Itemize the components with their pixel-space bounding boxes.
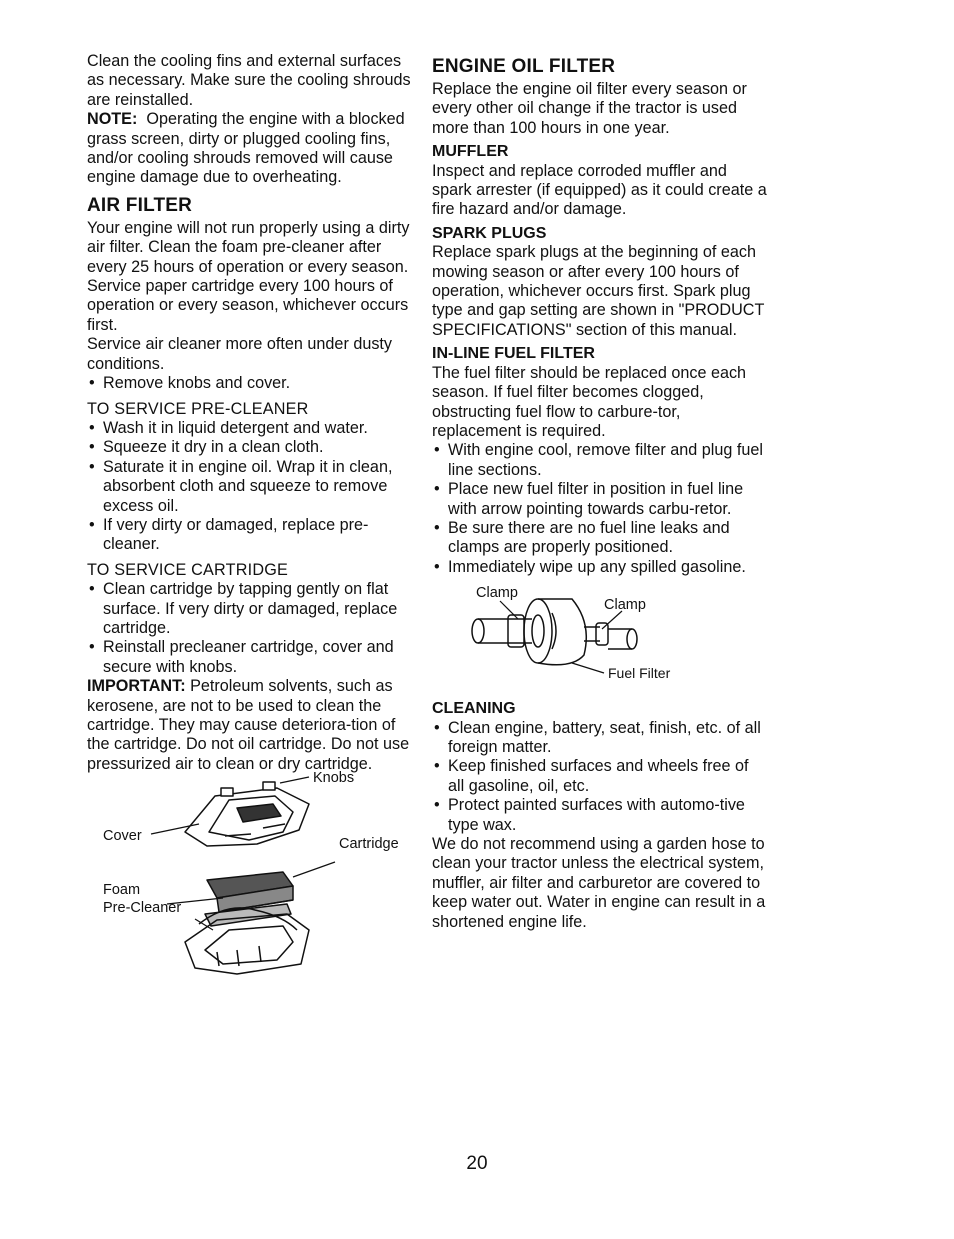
cover-label: Cover <box>103 828 142 845</box>
list-item: • Immediately wipe up any spilled gasoline. <box>432 558 767 577</box>
pre-cleaner-heading: TO SERVICE PRE-CLEANER <box>87 399 309 418</box>
list-item: • With engine cool, remove filter and plug fuel line sections. <box>432 441 767 480</box>
cooling-intro: Clean the cooling fins and external surfaces as necessary. Make sure the cooling shrouds are reinstalled. <box>87 52 411 109</box>
knobs-label: Knobs <box>313 770 355 787</box>
important-text: Petroleum solvents, such as kerosene, are not to be used to clean the cartridge. They may cause deteriora-tion of the cartridge. Do not oil cartridge. Do not use pressurized air to clean or dry cartridge. <box>87 677 410 773</box>
pre-cleaner-label: Pre-Cleaner <box>103 900 182 917</box>
list-item: • Be sure there are no fuel line leaks and clamps are properly positioned. <box>432 519 767 558</box>
page-number: 20 <box>466 1153 488 1174</box>
cartridge-list <box>87 580 420 677</box>
list-item: • Keep finished surfaces and wheels free of all gasoline, oil, etc. <box>432 757 767 796</box>
cartridge-label: Cartridge <box>339 836 399 853</box>
important-paragraph <box>87 677 420 774</box>
muffler-heading: MUFFLER <box>432 143 509 161</box>
cleaning-list <box>432 719 767 835</box>
spark-plugs-heading: SPARK PLUGS <box>432 224 547 242</box>
air-filter-list <box>87 374 420 393</box>
muffler-text: Inspect and replace corroded muffler and spark arrester (if equipped) as it could create a fire hazard and/or damage. <box>432 161 767 219</box>
air-filter-paragraph-1: Your engine will not run properly using a dirty air filter. Clean the foam pre-cleaner after every 25 hours of operation or every season. Service paper cartridge every 100 hours of operation or every season, whichever occurs first. <box>87 218 410 334</box>
air-filter-paragraph-2: Service air cleaner more often under dusty conditions. <box>87 335 393 373</box>
list-item: • Saturate it in engine oil. Wrap it in clean, absorbent cloth and squeeze to remove excess oil. <box>87 458 420 516</box>
engine-oil-filter-heading: ENGINE OIL FILTER <box>432 56 616 77</box>
fuel-filter-list <box>432 441 767 577</box>
left-column <box>87 52 420 989</box>
list-item: • Remove knobs and cover. <box>87 374 420 393</box>
list-item: • Squeeze it dry in a clean cloth. <box>87 438 420 457</box>
engine-oil-filter-text: Replace the engine oil filter every season or every other oil change if the tractor is used more than 100 hours in one year. <box>432 80 747 137</box>
right-column <box>432 52 767 932</box>
air-filter-heading: AIR FILTER <box>87 194 193 216</box>
fuel-filter-figure <box>432 583 767 695</box>
list-item: • Place new fuel filter in position in fuel line with arrow pointing towards carbu-retor. <box>432 480 767 519</box>
list-item: • If very dirty or damaged, replace pre-cleaner. <box>87 516 420 555</box>
note-label: NOTE: <box>87 110 138 129</box>
note-text: Operating the engine with a blocked grass screen, dirty or plugged cooling fins, and/or cooling shrouds removed will cause engine damage due to overheating. <box>87 110 405 187</box>
list-item: • Clean cartridge by tapping gently on flat surface. If very dirty or damaged, replace cartridge. <box>87 580 420 638</box>
important-label: IMPORTANT: <box>87 677 186 696</box>
spark-plugs-text: Replace spark plugs at the beginning of each mowing season or after every 100 hours of operation, whichever occurs first. Spark plug type and gap setting are shown in "PRODUCT SPECIFICATIONS" section of this manual. <box>432 243 765 339</box>
foam-label: Foam <box>103 882 141 899</box>
fuel-filter-text: The fuel filter should be replaced once each season. If fuel filter becomes clogged, obstructing fuel flow to carbure-tor, replacement is required. <box>432 363 747 440</box>
clamp-right-label: Clamp <box>604 597 646 614</box>
pre-cleaner-list <box>87 419 420 555</box>
cleaning-heading: CLEANING <box>432 700 516 718</box>
in-line-fuel-filter-heading: IN-LINE FUEL FILTER <box>432 345 595 363</box>
air-filter-figure <box>87 770 420 989</box>
note-paragraph <box>87 110 420 188</box>
list-item: • Reinstall precleaner cartridge, cover and secure with knobs. <box>87 638 420 677</box>
list-item: • Protect painted surfaces with automo-tive type wax. <box>432 796 767 835</box>
cleaning-text: We do not recommend using a garden hose to clean your tractor unless the electrical system, muffler, air filter and carburetor are covered to keep water out. Water in engine can result in a shortened engine life. <box>432 835 766 931</box>
cartridge-heading: TO SERVICE CARTRIDGE <box>87 560 288 579</box>
clamp-left-label: Clamp <box>476 585 518 602</box>
fuel-filter-label: Fuel Filter <box>608 665 671 682</box>
list-item: • Clean engine, battery, seat, finish, etc. of all foreign matter. <box>432 719 767 758</box>
list-item: • Wash it in liquid detergent and water. <box>87 419 420 438</box>
